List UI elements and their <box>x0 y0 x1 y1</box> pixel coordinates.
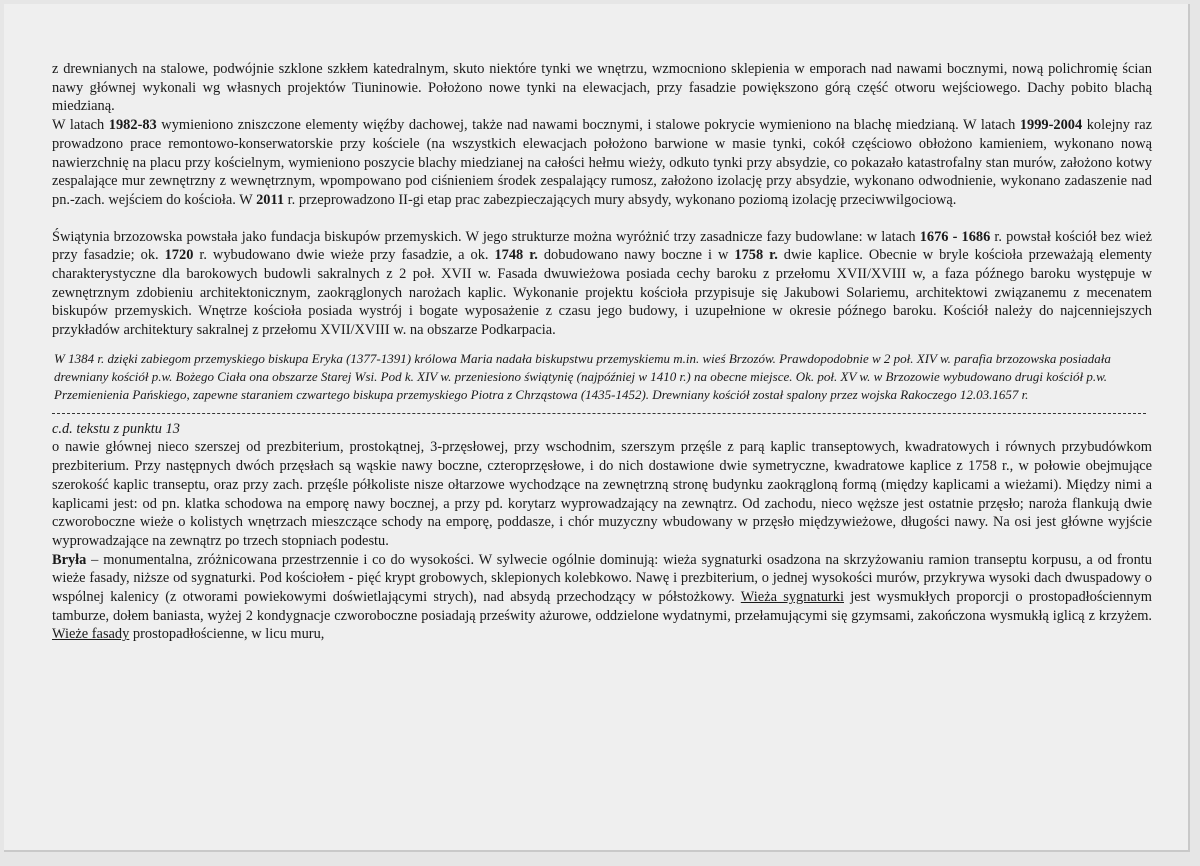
year-bold: 1676 - 1686 <box>919 228 991 245</box>
text-span: kolejny raz prowadzono prace remontowo-konserwatorskie przy kościele (na wszystkich elewacjach położono barwione w masie tynki, cokół częściowo obłożono kamieniem, wykonano nową nawierzchnię na placu przy kościelnym, wymieniono poszycie blachy miedzianej na całości hełmu wieży, odkuto tynki przy absydzie, co pokazało katastrofalny stan murów, założono kotwy zespalające mur zewnętrzny z wewnętrznym, wpompowano pod ciśnieniem środek zespalający rumosz, założono izolację przy absydzie, wykonano odwodnienie, wykonano zadaszenie nad pn.-zach. wejściem do kościoła. W <box>52 117 1152 208</box>
underlined-term: Wieża sygnaturki <box>740 589 844 606</box>
paragraph-gap <box>52 210 1152 228</box>
text-span: – monumentalna, zróżnicowana przestrzennie i co do wysokości. W sylwecie ogólnie dominują: wieża sygnaturki osadzona na skrzyżowaniu ramion transeptu korpusu, a od frontu wieże fasady, niższe od sygnaturki. Pod kościołem - pięć krypt grobowych, sklepionych kolebkowo. Nawę i prezbiterium, o jednej wysokości murów, przykrywa wysoki dach dwuspadowy o wspólnej kalenicy (z otworami powiekowymi doświetlającymi strych), nad absydą przechodzący w półstożkowy. <box>52 551 1152 606</box>
text-span: r. powstał kościół bez wież przy fasadzie; ok. <box>52 228 1152 264</box>
year-bold: 1748 r. <box>494 247 538 264</box>
text-span: prostopadłościenne, w licu muru, <box>129 626 325 643</box>
year-bold: 2011 <box>256 191 285 208</box>
paragraph-renovation-1: z drewnianych na stalowe, podwójnie szklone szkłem katedralnym, skuto niektóre tynki we wnętrzu, wzmocniono sklepienia w emporach nad nawami bocznymi, nową polichromię ścian nawy głównej wykonali wg własnych projektów Tiuninowie. Położono nowe tynki na elewacjach, przy fasadzie powiększono górą część otworu wejściowego. Dachy pobito blachą miedzianą. <box>52 61 1152 115</box>
document-body <box>52 60 1152 644</box>
text-span: wymieniono zniszczone elementy więźby dachowej, także nad nawami bocznymi, i stalowe pokrycie wymieniono na blachę miedzianą. W latach <box>156 117 1020 134</box>
text-span: W latach <box>52 117 109 134</box>
year-bold: 1999-2004 <box>1019 117 1083 134</box>
paragraph-renovation-2 <box>52 116 1152 210</box>
text-span: r. wybudowano dwie wieże przy fasadzie, a ok. <box>193 247 495 264</box>
year-bold: 1720 <box>164 247 194 264</box>
underlined-term: Wieże fasady <box>52 626 130 643</box>
text-span: Świątynia brzozowska powstała jako fundacja biskupów przemyskich. W jego strukturze można wyróżnić trzy zasadnicze fazy budowlane: w latach <box>52 228 920 245</box>
text-span: dwie kaplice. Obecnie w bryle kościoła przeważają elementy charakterystyczne dla barokowych budowli sakralnych z 2 poł. XVII w. Fasada dwuwieżowa posiada cechy baroku z przełomu XVII/XVIII w, a faza późnego baroku występuje w zewnętrznym zdobieniu architektonicznym, zaokrąglonych narożach kaplic. Wykonanie projektu kościoła przypisuje się Jakubowi Solariemu, architektowi związanemu z mecenatem biskupów przemyskich. Wnętrze kościoła posiada wystrój i bogate wyposażenie z czasu jego budowy, i uzupełnione w okresie późnego baroku. Kościół należy do najcenniejszych przykładów architektury sakralnej z przełomu XVII/XVIII w. na obszarze Podkarpacia. <box>52 247 1152 339</box>
continuation-label: c.d. tekstu z punktu 13 <box>52 420 180 437</box>
dashed-separator <box>52 413 1146 414</box>
paragraph-history <box>52 228 1152 340</box>
year-bold: 1982-83 <box>108 117 157 134</box>
italic-footnote: W 1384 r. dzięki zabiegom przemyskiego biskupa Eryka (1377-1391) królowa Maria nadała biskupstwu przemyskiemu m.in. wieś Brzozów. Prawdopodobnie w 2 poł. XIV w. parafia brzozowska posiadała drewniany kościół p.w. Bożego Ciała ona obszarze Starej Wsi. Pod k. XIV w. przeniesiono świątynię (najpóźniej w 1410 r.) na obecne miejsce. Ok. poł. XV w. w Brzozowie wybudowano drugi kościół p.w. Przemienienia Pańskiego, zapewne staraniem czwartego biskupa przemyskiego Piotra z Chrząstowa (1435-1452). Drewniany kościół został spalony przez wojska Rakoczego 12.03.1657 r. <box>54 350 1111 403</box>
paragraph-bryla <box>52 551 1152 645</box>
document-page <box>4 4 1190 852</box>
text-span: jest wysmukłych proporcji o prostopadłościennym tamburze, dołem baniasta, wyżej 2 kondygnacje czworoboczne posiadają prześwity ażurowe, oddzielone wydatnymi, przełamującymi się gzymsami, zakończona wysmukłą iglicą z krzyżem. <box>52 589 1152 624</box>
text-span: r. przeprowadzono II-gi etap prac zabezpieczających mury absydy, wykonano poziomą izolację przeciwwilgociową. <box>284 191 957 208</box>
text-span: dobudowano nawy boczne i w <box>537 247 735 264</box>
year-bold: 1758 r. <box>734 247 778 264</box>
paragraph-continuation: o nawie głównej nieco szerszej od prezbiterium, prostokątnej, 3-przęsłowej, przy wschodnim, szerszym przęśle z parą kaplic transeptowych, kwadratowych i równych przybudówkom prezbiterium. Przy następnych dwóch przęsłach są wąskie nawy boczne, czteroprzęsłowe, i do nich dostawione dwie symetryczne, kwadratowe kaplice z 1758 r., w połowie obejmujące szerokość kaplic transeptu, oraz przy zach. przęśle półkoliste nisze ołtarzowe wychodzące na zewnętrzną stronę budynku zaokrągloną formą (między kaplicami a wieżami). Między nimi a kaplicami jest: od pn. klatka schodowa na emporę nawy bocznej, a przy pd. korytarz wyprowadzający na zewnątrz. Od zachodu, nieco węższe jest ostatnie przęsło; naroża flankują dwie czworoboczne wieże o kolistych wnętrzach mieszczące schody na emporę, poddasze, i chór muzyczny wbudowany w przęsło międzywieżowe, długości nawy. Na osi jest główne wyjście wyprowadzające na zewnątrz po trzech stopniach podestu. <box>52 439 1152 549</box>
section-heading-bryla: Bryła <box>52 551 87 568</box>
